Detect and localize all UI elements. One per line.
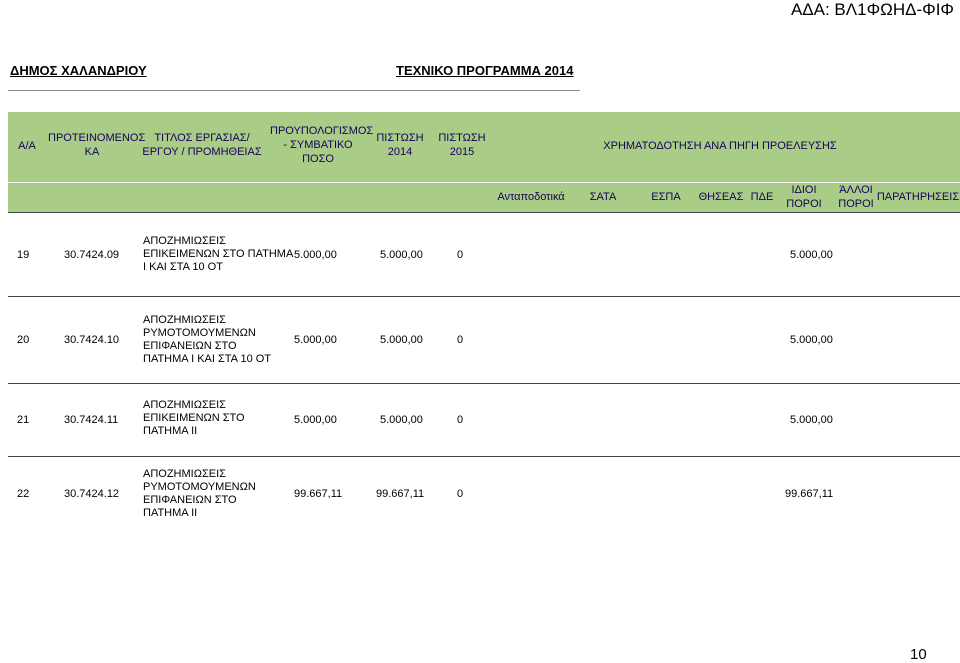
row-idioi-poroi: 5.000,00 bbox=[790, 249, 833, 261]
row-budget: 99.667,11 bbox=[294, 488, 343, 500]
row-separator bbox=[8, 296, 960, 297]
row-ka: 30.7424.12 bbox=[64, 488, 120, 500]
col-proposer: ΠΡΟΤΕΙΝΟΜΕΝΟΣ ΚΑ bbox=[48, 132, 146, 158]
row-idioi-poroi: 99.667,11 bbox=[785, 488, 834, 500]
row-credit-2015: 0 bbox=[457, 249, 464, 261]
col-credit-2014: ΠΙΣΤΩΣΗ 2014 bbox=[376, 132, 424, 158]
row-budget: 5.000,00 bbox=[294, 414, 337, 426]
row-title: ΑΠΟΖΗΜΙΩΣΕΙΣ ΡΥΜΟΤΟΜΟΥΜΕΝΩΝ ΕΠΙΦΑΝΕΙΩΝ ΣΤΟ ΠΑΤΗΜΑ Ι ΚΑΙ ΣΤΑ 10 ΟΤ bbox=[143, 314, 272, 365]
row-credit-2014: 5.000,00 bbox=[380, 334, 423, 346]
ada-code: ΑΔΑ: ΒΛ1ΦΩΗΔ-ΦΙΦ bbox=[790, 0, 954, 19]
col-budget: ΠΡΟΥΠΟΛΟΓΙΣΜΟΣ - ΣΥΜΒΑΤΙΚΟ ΠΟΣΟ bbox=[270, 125, 374, 165]
row-title: ΑΠΟΖΗΜΙΩΣΕΙΣ ΕΠΙΚΕΙΜΕΝΩΝ ΣΤΟ ΠΑΤΗΜΑ ΙΙ bbox=[143, 399, 245, 437]
col-funding: ΧΡΗΜΑΤΟΔΟΤΗΣΗ ΑΝΑ ΠΗΓΗ ΠΡΟΕΛΕΥΣΗΣ bbox=[603, 140, 837, 152]
sub-alloi-poroi: ΆΛΛΟΙ ΠΟΡΟΙ bbox=[838, 184, 874, 210]
row-ka: 30.7424.10 bbox=[64, 334, 120, 346]
col-aa: Α/Α bbox=[18, 140, 36, 152]
row-separator bbox=[8, 456, 960, 457]
sub-idioi-poroi: ΙΔΙΟΙ ΠΟΡΟΙ bbox=[786, 184, 822, 210]
municipality-title: ΔΗΜΟΣ ΧΑΛΑΝΔΡΙΟΥ bbox=[10, 63, 147, 78]
row-credit-2015: 0 bbox=[457, 414, 464, 426]
row-idioi-poroi: 5.000,00 bbox=[790, 334, 833, 346]
header-divider bbox=[8, 90, 580, 91]
row-separator bbox=[8, 383, 960, 384]
row-aa: 21 bbox=[17, 414, 30, 426]
row-title: ΑΠΟΖΗΜΙΩΣΕΙΣ ΕΠΙΚΕΙΜΕΝΩΝ ΣΤΟ ΠΑΤΗΜΑ Ι ΚΑΙ ΣΤΑ 10 ΟΤ bbox=[143, 235, 293, 273]
sub-pde: ΠΔΕ bbox=[750, 191, 774, 203]
row-credit-2014: 99.667,11 bbox=[376, 488, 425, 500]
row-budget: 5.000,00 bbox=[294, 249, 337, 261]
program-title: ΤΕΧΝΙΚΟ ΠΡΟΓΡΑΜΜΑ 2014 bbox=[396, 63, 574, 78]
row-aa: 22 bbox=[17, 488, 30, 500]
sub-espa: ΕΣΠΑ bbox=[651, 191, 681, 203]
row-credit-2014: 5.000,00 bbox=[380, 414, 423, 426]
row-separator bbox=[8, 212, 960, 213]
row-idioi-poroi: 5.000,00 bbox=[790, 414, 833, 426]
row-ka: 30.7424.09 bbox=[64, 249, 120, 261]
row-credit-2015: 0 bbox=[457, 334, 464, 346]
row-budget: 5.000,00 bbox=[294, 334, 337, 346]
row-credit-2014: 5.000,00 bbox=[380, 249, 423, 261]
row-ka: 30.7424.11 bbox=[64, 414, 119, 426]
sub-antapodotika: Ανταποδοτικά bbox=[497, 191, 565, 203]
row-aa: 19 bbox=[17, 249, 30, 261]
row-aa: 20 bbox=[17, 334, 30, 346]
row-credit-2015: 0 bbox=[457, 488, 464, 500]
col-title: ΤΙΤΛΟΣ ΕΡΓΑΣΙΑΣ/ΕΡΓΟΥ / ΠΡΟΜΗΘΕΙΑΣ bbox=[142, 132, 262, 158]
sub-notes: ΠΑΡΑΤΗΡΗΣΕΙΣ bbox=[876, 191, 960, 203]
col-credit-2015: ΠΙΣΤΩΣΗ 2015 bbox=[438, 132, 486, 158]
page-number: 10 bbox=[910, 646, 927, 663]
sub-thiseas: ΘΗΣΕΑΣ bbox=[698, 191, 744, 203]
row-title: ΑΠΟΖΗΜΙΩΣΕΙΣ ΡΥΜΟΤΟΜΟΥΜΕΝΩΝ ΕΠΙΦΑΝΕΙΩΝ ΣΤΟ ΠΑΤΗΜΑ ΙΙ bbox=[143, 468, 256, 519]
sub-sata: ΣΑΤΑ bbox=[589, 191, 617, 203]
